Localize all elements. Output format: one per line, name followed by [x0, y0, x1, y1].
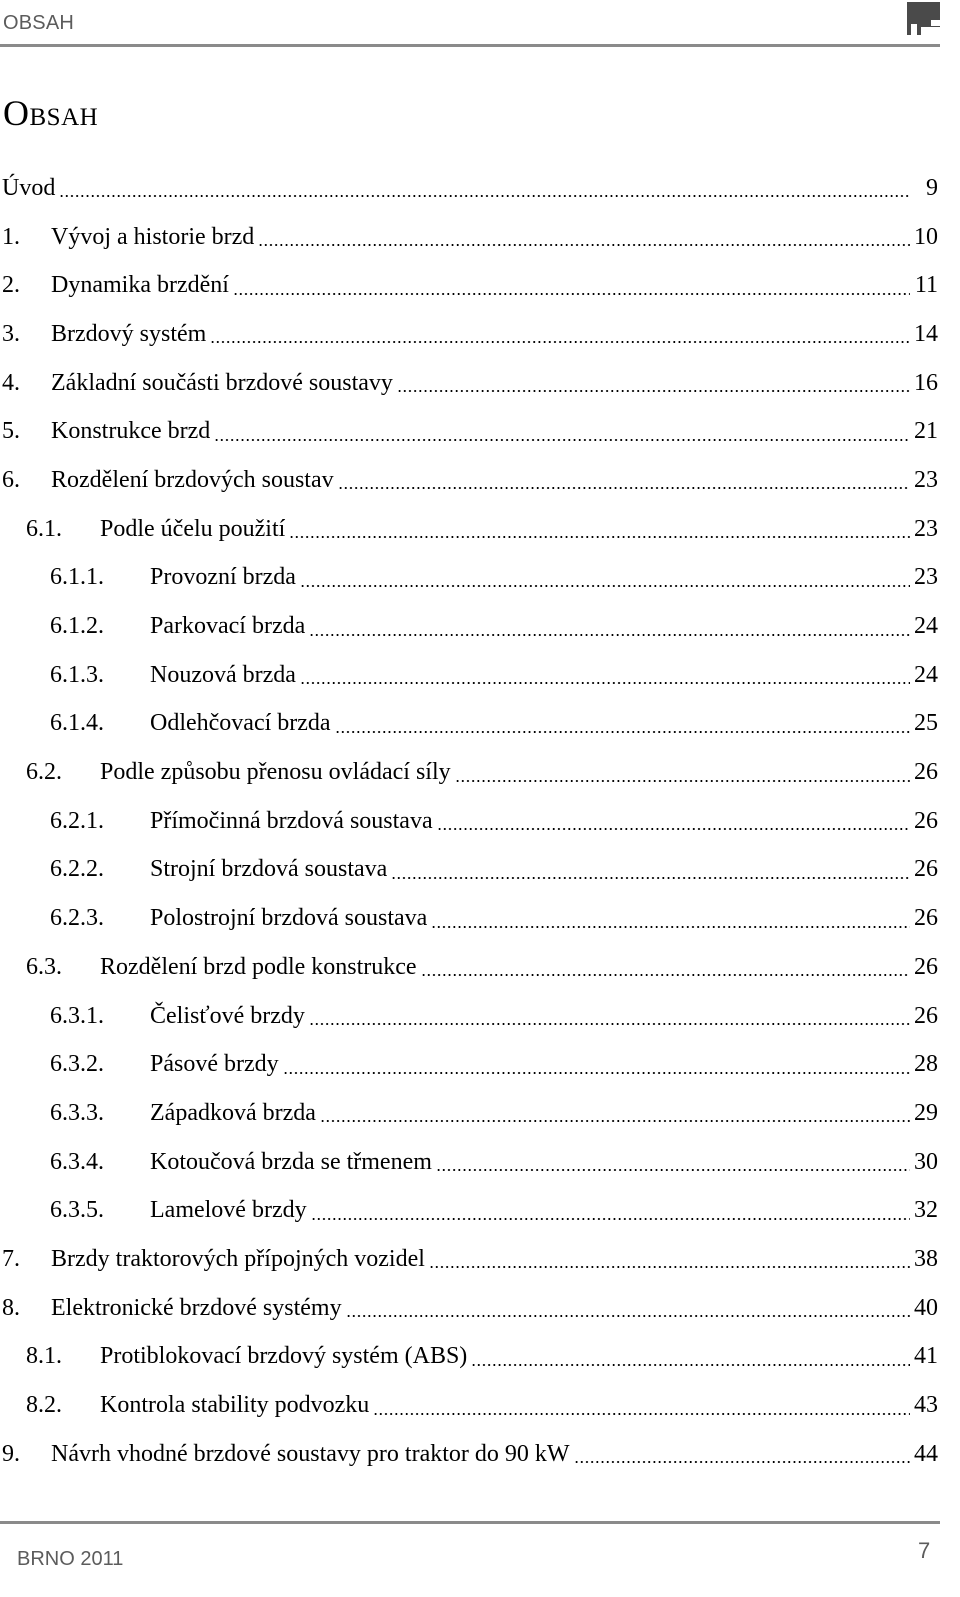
toc-dot-leader: [311, 1199, 910, 1223]
toc-entry[interactable]: [0, 1186, 938, 1235]
university-logo-icon: [907, 2, 940, 35]
toc-entry[interactable]: [0, 1284, 938, 1333]
toc-dot-leader: [455, 761, 910, 785]
toc-dot-leader: [574, 1442, 910, 1466]
toc-entry-title: Elektronické brzdové systémy: [51, 1294, 342, 1321]
toc-entry[interactable]: [0, 505, 938, 554]
toc-entry[interactable]: [0, 213, 938, 262]
toc-entry-page: 23: [914, 564, 938, 591]
toc-entry-page: 26: [914, 759, 938, 786]
toc-entry-title: Rozdělení brzd podle konstrukce: [100, 953, 417, 980]
toc-dot-leader: [309, 615, 910, 639]
toc-entry-page: 41: [914, 1343, 938, 1370]
toc-entry-number: 6.1.4.: [50, 710, 104, 737]
toc-entry-page: 9: [926, 174, 938, 201]
toc-entry-number: 6.2.2.: [50, 856, 104, 883]
footer-page-number: 7: [918, 1538, 931, 1563]
toc-entry-title: Polostrojní brzdová soustava: [150, 905, 428, 932]
toc-entry-title: Západková brzda: [150, 1099, 316, 1126]
toc-dot-leader: [397, 371, 910, 395]
toc-entry-page: 25: [914, 710, 938, 737]
toc-entry-number: 5.: [2, 418, 20, 445]
toc-entry-page: 10: [914, 223, 938, 250]
toc-entry[interactable]: [0, 456, 938, 505]
toc-entry-number: 6.2.1.: [50, 807, 104, 834]
toc-entry-number: 6.: [2, 466, 20, 493]
toc-dot-leader: [233, 274, 910, 298]
toc-entry-title: Návrh vhodné brzdové soustavy pro traktor do 90 kW: [51, 1440, 570, 1467]
toc-entry[interactable]: [0, 797, 938, 846]
toc-entry-number: 6.1.: [26, 515, 62, 542]
toc-dot-leader: [289, 517, 910, 541]
toc-entry-number: 4.: [2, 369, 20, 396]
toc-entry-title: Odlehčovací brzda: [150, 710, 331, 737]
toc-dot-leader: [346, 1296, 910, 1320]
toc-entry[interactable]: [0, 602, 938, 651]
toc-dot-leader: [214, 420, 910, 444]
toc-entry-page: 30: [914, 1148, 938, 1175]
toc-entry[interactable]: [0, 846, 938, 895]
toc-dot-leader: [373, 1394, 910, 1418]
toc-entry-title: Konstrukce brzd: [51, 418, 211, 445]
toc-dot-leader: [309, 1004, 910, 1028]
toc-entry-page: 24: [914, 613, 938, 640]
toc-entry[interactable]: [0, 943, 938, 992]
toc-dot-leader: [429, 1247, 910, 1271]
toc-entry-title: Rozdělení brzdových soustav: [51, 466, 334, 493]
toc-entry-number: 6.1.3.: [50, 661, 104, 688]
header-label: OBSAH: [3, 12, 75, 34]
toc-entry-page: 32: [914, 1197, 938, 1224]
toc-entry-number: 7.: [2, 1245, 20, 1272]
toc-entry[interactable]: [0, 700, 938, 749]
toc-dot-leader: [471, 1345, 910, 1369]
toc-entry-page: 24: [914, 661, 938, 688]
toc-entry-title: Pásové brzdy: [150, 1051, 279, 1078]
toc-dot-leader: [210, 322, 910, 346]
toc-entry-title: Podle účelu použití: [100, 515, 286, 542]
toc-entry-page: 43: [914, 1392, 938, 1419]
toc-entry-number: 6.3.: [26, 953, 62, 980]
toc-entry-page: 26: [914, 807, 938, 834]
toc-entry[interactable]: [0, 992, 938, 1041]
toc-entry-number: 6.3.5.: [50, 1197, 104, 1224]
toc-dot-leader: [335, 712, 910, 736]
toc-entry-title: Úvod: [2, 174, 56, 201]
toc-entry[interactable]: [0, 1235, 938, 1284]
toc-entry-title: Přímočinná brzdová soustava: [150, 807, 433, 834]
toc-entry-title: Strojní brzdová soustava: [150, 856, 388, 883]
toc-entry-number: 9.: [2, 1440, 20, 1467]
toc-entry-page: 16: [914, 369, 938, 396]
toc-entry[interactable]: [0, 1430, 938, 1479]
toc-dot-leader: [338, 468, 910, 492]
toc-dot-leader: [436, 1150, 910, 1174]
toc-entry-title: Čelisťové brzdy: [150, 1002, 305, 1029]
toc-entry[interactable]: [0, 261, 938, 310]
toc-entry-number: 6.3.1.: [50, 1002, 104, 1029]
toc-entry-number: 6.3.3.: [50, 1099, 104, 1126]
toc-entry-number: 2.: [2, 272, 20, 299]
toc-entry-page: 14: [914, 320, 938, 347]
toc-entry[interactable]: [0, 651, 938, 700]
footer-location-year: BRNO 2011: [17, 1548, 124, 1570]
toc-dot-leader: [59, 176, 910, 200]
toc-entry-page: 28: [914, 1051, 938, 1078]
toc-dot-leader: [437, 809, 910, 833]
toc-entry-number: 6.1.2.: [50, 613, 104, 640]
toc-entry-page: 26: [914, 1002, 938, 1029]
footer-rule: [0, 1521, 940, 1524]
toc-entry-number: 6.3.4.: [50, 1148, 104, 1175]
page-header: [0, 0, 960, 50]
toc-dot-leader: [258, 225, 910, 249]
toc-dot-leader: [300, 566, 910, 590]
toc-entry[interactable]: [0, 554, 938, 603]
toc-entry-page: 23: [914, 515, 938, 542]
toc-entry-title: Provozní brzda: [150, 564, 296, 591]
toc-entry-page: 26: [914, 856, 938, 883]
toc-entry-title: Kotoučová brzda se třmenem: [150, 1148, 432, 1175]
toc-entry[interactable]: [0, 407, 938, 456]
toc-entry[interactable]: [0, 1089, 938, 1138]
toc-entry-number: 6.2.3.: [50, 905, 104, 932]
page-title: Obsah: [3, 93, 99, 133]
toc-entry[interactable]: [0, 1040, 938, 1089]
header-rule: [0, 44, 940, 47]
toc-entry[interactable]: [0, 1381, 938, 1430]
toc-entry-number: 6.2.: [26, 759, 62, 786]
toc-dot-leader: [283, 1053, 910, 1077]
table-of-contents: [0, 164, 938, 1479]
toc-entry-title: Brzdový systém: [51, 320, 207, 347]
toc-dot-leader: [421, 955, 910, 979]
toc-entry-page: 21: [914, 418, 938, 445]
toc-entry-number: 6.1.1.: [50, 564, 104, 591]
toc-entry-number: 6.3.2.: [50, 1051, 104, 1078]
toc-entry-page: 40: [914, 1294, 938, 1321]
toc-entry-page: 26: [914, 953, 938, 980]
toc-entry-title: Parkovací brzda: [150, 613, 306, 640]
toc-entry[interactable]: [0, 310, 938, 359]
toc-entry-page: 11: [914, 272, 938, 299]
toc-entry-title: Lamelové brzdy: [150, 1197, 307, 1224]
toc-entry-number: 8.: [2, 1294, 20, 1321]
toc-dot-leader: [431, 907, 910, 931]
toc-entry[interactable]: [0, 1138, 938, 1187]
toc-entry-page: 29: [914, 1099, 938, 1126]
toc-entry-title: Protiblokovací brzdový systém (ABS): [100, 1343, 468, 1370]
toc-entry-title: Dynamika brzdění: [51, 272, 229, 299]
toc-entry-title: Základní součásti brzdové soustavy: [51, 369, 393, 396]
toc-entry-title: Brzdy traktorových přípojných vozidel: [51, 1245, 425, 1272]
toc-entry[interactable]: [0, 1333, 938, 1382]
toc-entry-page: 26: [914, 905, 938, 932]
toc-entry-page: 38: [914, 1245, 938, 1272]
toc-entry[interactable]: [0, 359, 938, 408]
toc-entry[interactable]: [0, 748, 938, 797]
toc-entry[interactable]: [0, 164, 938, 213]
toc-dot-leader: [300, 663, 910, 687]
toc-entry-number: 1.: [2, 223, 20, 250]
toc-entry-page: 44: [914, 1440, 938, 1467]
toc-entry-number: 8.1.: [26, 1343, 62, 1370]
toc-entry-title: Podle způsobu přenosu ovládací síly: [100, 759, 451, 786]
toc-dot-leader: [391, 858, 910, 882]
toc-entry-title: Nouzová brzda: [150, 661, 296, 688]
toc-entry-number: 8.2.: [26, 1392, 62, 1419]
toc-entry-title: Kontrola stability podvozku: [100, 1392, 370, 1419]
toc-entry-title: Vývoj a historie brzd: [51, 223, 255, 250]
toc-entry-number: 3.: [2, 320, 20, 347]
toc-dot-leader: [320, 1101, 910, 1125]
toc-entry-page: 23: [914, 466, 938, 493]
toc-entry[interactable]: [0, 894, 938, 943]
